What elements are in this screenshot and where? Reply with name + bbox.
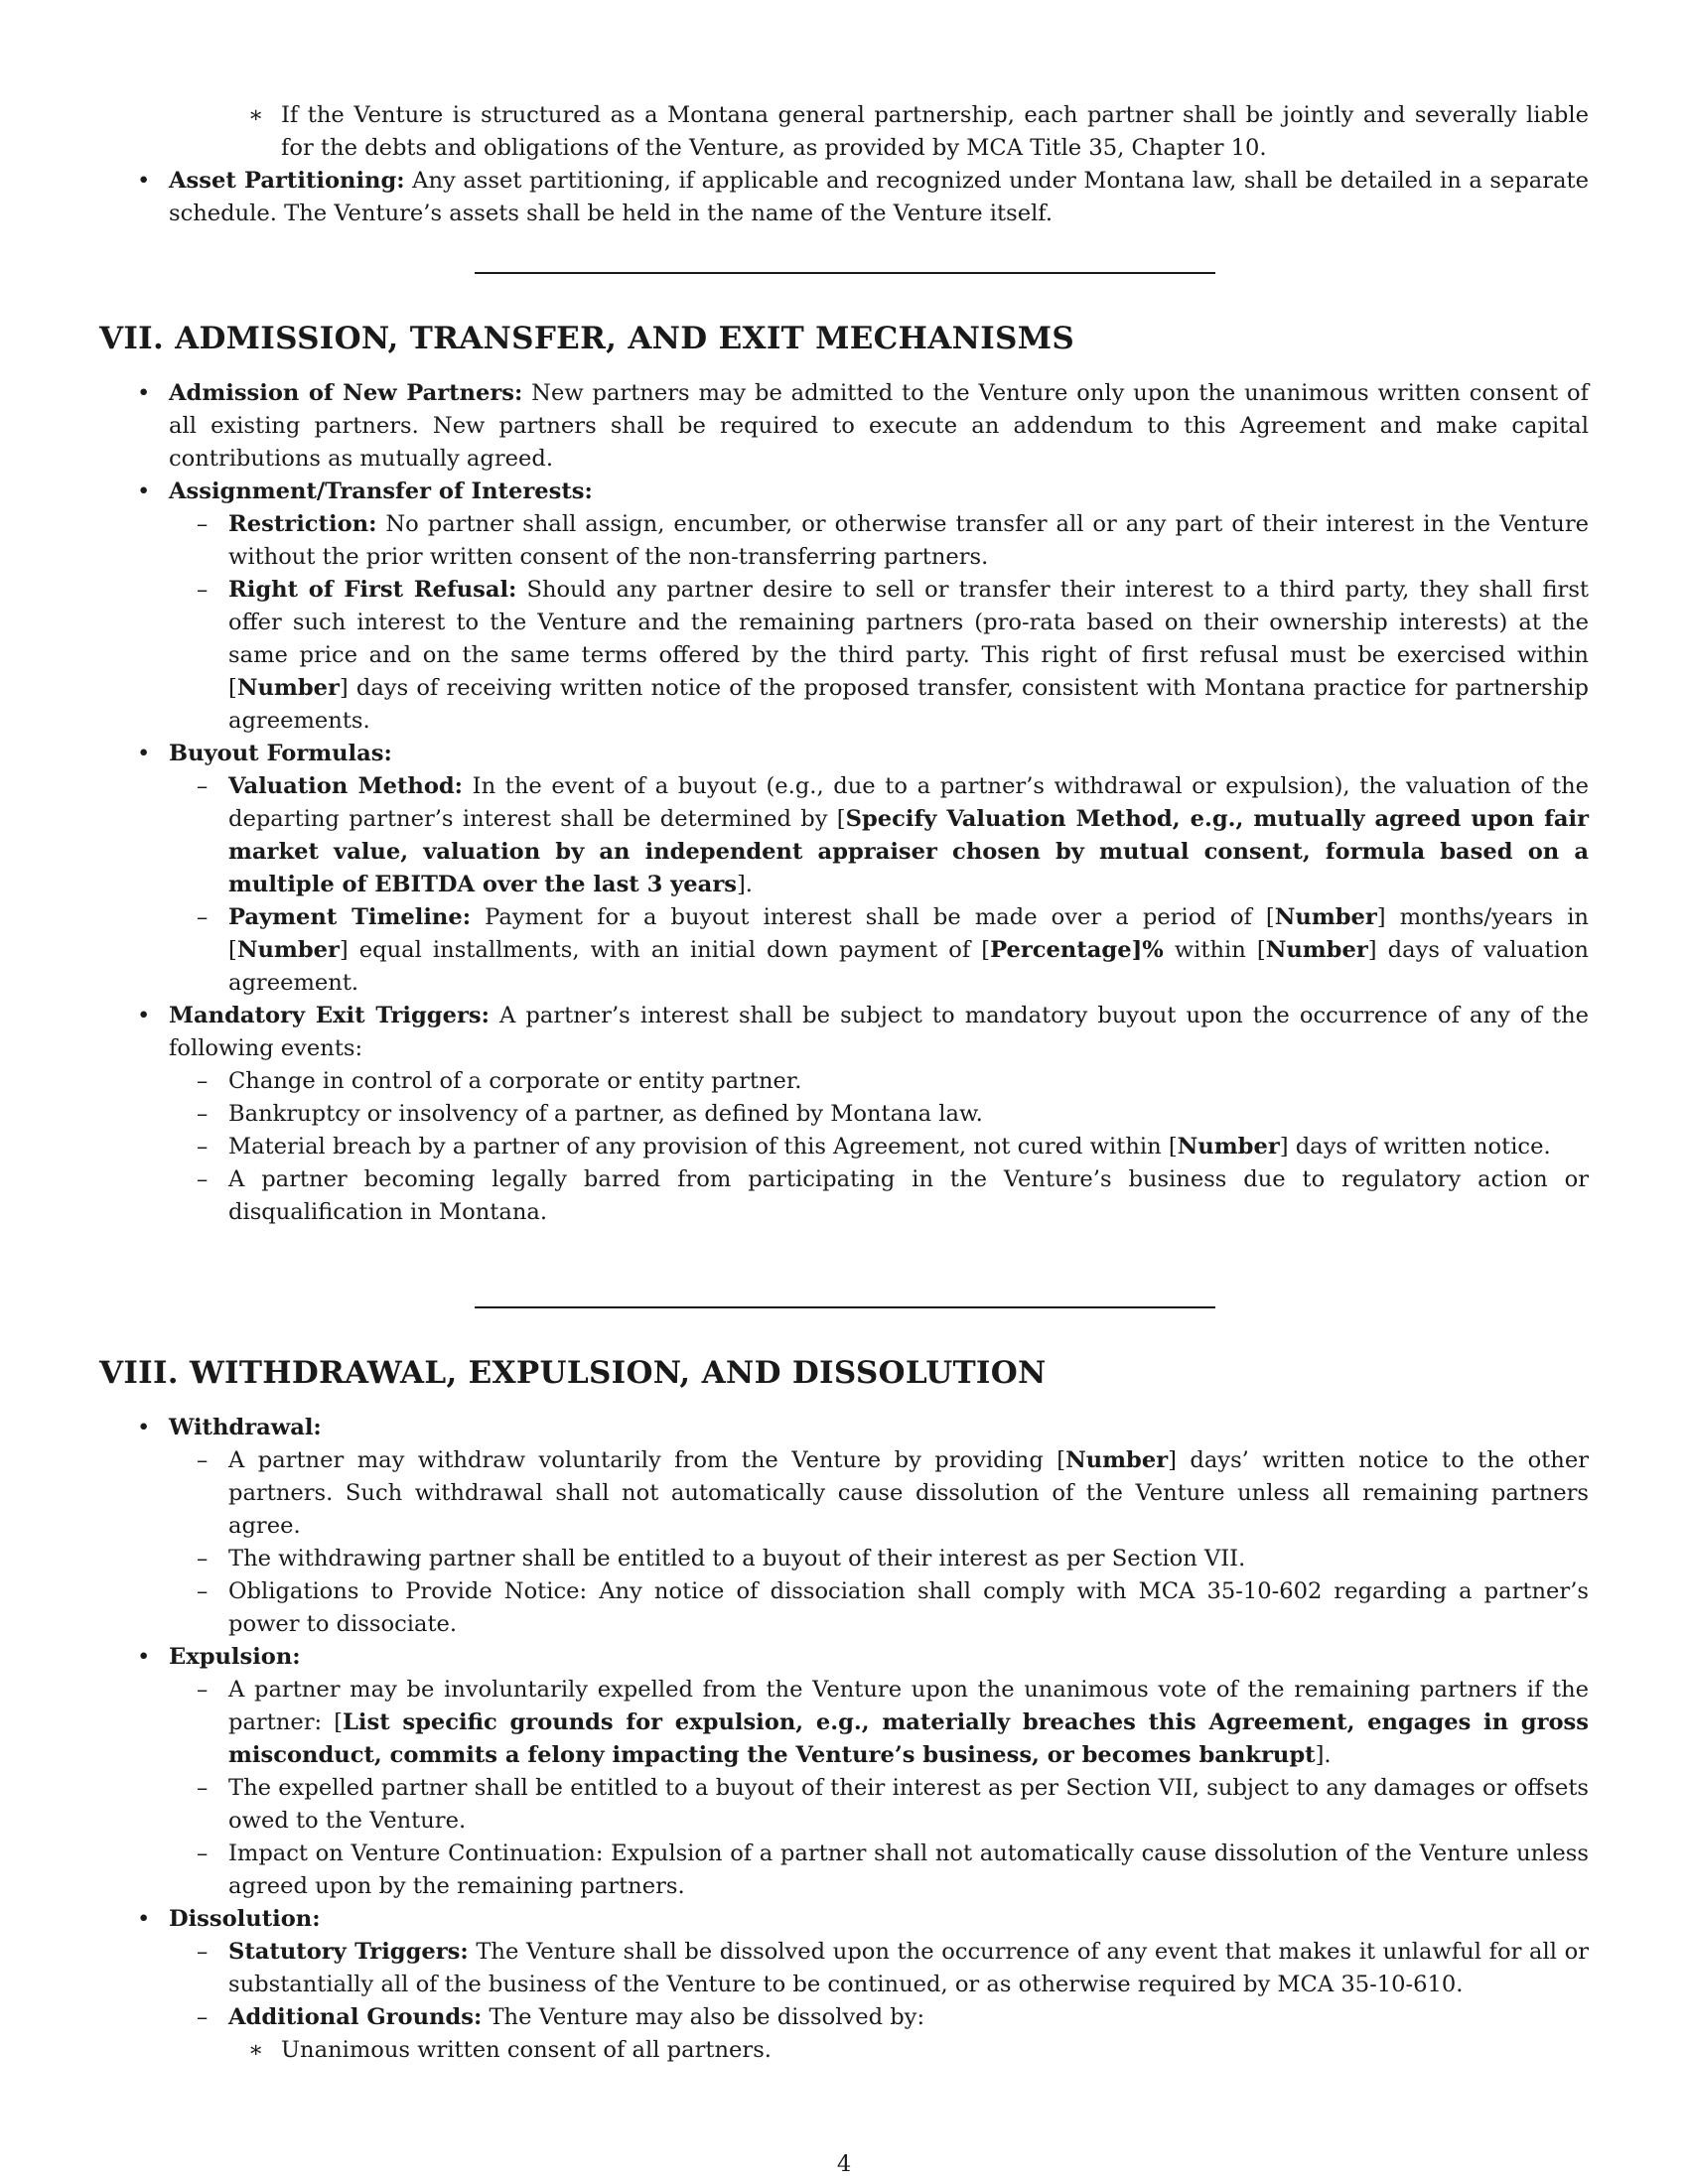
list-item: – Bankruptcy or insolvency of a partner, as defined by Montana law. — [197, 1101, 983, 1127]
section-divider — [475, 272, 1215, 274]
list-item: • Buyout Formulas: — [137, 741, 392, 766]
section-heading-viii: VIII. WITHDRAWAL, EXPULSION, AND DISSOLUTION — [99, 1355, 1047, 1391]
list-item: – Statutory Triggers: The Venture shall be dissolved upon the occurrence of any event that makes it unlawful for all or substantially all of the business of the Venture to be continued, or as otherwise required by MCA 35-10-610. — [197, 1939, 1589, 1997]
list-item: – Valuation Method: In the event of a buyout (e.g., due to a partner’s withdrawal or expulsion), the valuation of the departing partner’s interest shall be determined by [Specify Valuation Method, e.g., mutually agreed upon fair market value, valuation by an independent appraiser chosen by mutual consent, formula based on a multiple of EBITDA over the last 3 years]. — [197, 773, 1589, 897]
list-item: • Dissolution: — [137, 1906, 321, 1932]
list-item: – Additional Grounds: The Venture may also be dissolved by: — [197, 2004, 925, 2030]
list-item: – The expelled partner shall be entitled to a buyout of their interest as per Section VII, subject to any damages or offsets owed to the Venture. — [197, 1775, 1589, 1834]
carry-over-block — [99, 99, 1589, 230]
section-divider — [475, 1306, 1215, 1308]
list-item: • Withdrawal: — [137, 1415, 322, 1440]
list-item: • Mandatory Exit Triggers: A partner’s interest shall be subject to mandatory buyout upon the occurrence of any of the following events: — [137, 1003, 1589, 1061]
list-item: ∗ Unanimous written consent of all partners. — [248, 2037, 772, 2063]
section-heading-vii: VII. ADMISSION, TRANSFER, AND EXIT MECHANISMS — [99, 321, 1075, 356]
section-viii-body — [99, 1412, 1589, 2067]
list-item: – A partner may withdraw voluntarily from the Venture by providing [Number] days’ written notice to the other partners. Such withdrawal shall not automatically cause dissolution of the Venture unless all remaining partners agree. — [197, 1447, 1589, 1539]
list-item: ∗ If the Venture is structured as a Montana general partnership, each partner shall be jointly and severally liable for the debts and obligations of the Venture, as provided by MCA Title 35, Chapter 10. — [248, 102, 1589, 161]
page-number: 4 — [836, 2151, 852, 2177]
list-item: – A partner becoming legally barred from participating in the Venture’s business due to regulatory action or disqualification in Montana. — [197, 1166, 1589, 1225]
list-item: • Assignment/Transfer of Interests: — [137, 478, 593, 504]
list-item: – Material breach by a partner of any provision of this Agreement, not cured within [Number] days of written notice. — [197, 1134, 1551, 1160]
list-item: – Change in control of a corporate or entity partner. — [197, 1068, 802, 1094]
list-item: • Asset Partitioning: Any asset partitioning, if applicable and recognized under Montana law, shall be detailed in a separate schedule. The Venture’s assets shall be held in the name of the Venture itself. — [137, 168, 1589, 226]
list-item: – Obligations to Provide Notice: Any notice of dissociation shall comply with MCA 35-10-602 regarding a partner’s power to dissociate. — [197, 1578, 1589, 1637]
list-item: – Payment Timeline: Payment for a buyout interest shall be made over a period of [Number] months/years in [Number] equal installments, with an initial down payment of [Percentage]% within [Number] days of valuation agreement. — [197, 904, 1589, 996]
list-item: • Admission of New Partners: New partners may be admitted to the Venture only upon the unanimous written consent of all existing partners. New partners shall be required to execute an addendum to this Agreement and make capital contributions as mutually agreed. — [137, 380, 1589, 472]
list-item: – The withdrawing partner shall be entitled to a buyout of their interest as per Section VII. — [197, 1546, 1246, 1571]
list-item: – Impact on Venture Continuation: Expulsion of a partner shall not automatically cause dissolution of the Venture unless agreed upon by the remaining partners. — [197, 1841, 1589, 1899]
section-vii-body — [99, 377, 1589, 1229]
list-item: • Expulsion: — [137, 1644, 301, 1670]
list-item: – A partner may be involuntarily expelled from the Venture upon the unanimous vote of the remaining partners if the partner: [List specific grounds for expulsion, e.g., materially breaches this Agreement, engages in gross misconduct, commits a felony impacting the Venture’s business, or becomes bankrupt]. — [197, 1677, 1589, 1768]
list-item: – Restriction: No partner shall assign, encumber, or otherwise transfer all or any part of their interest in the Venture without the prior written consent of the non-transferring partners. — [197, 511, 1589, 570]
list-item: – Right of First Refusal: Should any partner desire to sell or transfer their interest to a third party, they shall first offer such interest to the Venture and the remaining partners (pro-rata based on their ownership interests) at the same price and on the same terms offered by the third party. This right of first refusal must be exercised within [Number] days of receiving written notice of the proposed transfer, consistent with Montana practice for partnership agreements. — [197, 577, 1590, 734]
